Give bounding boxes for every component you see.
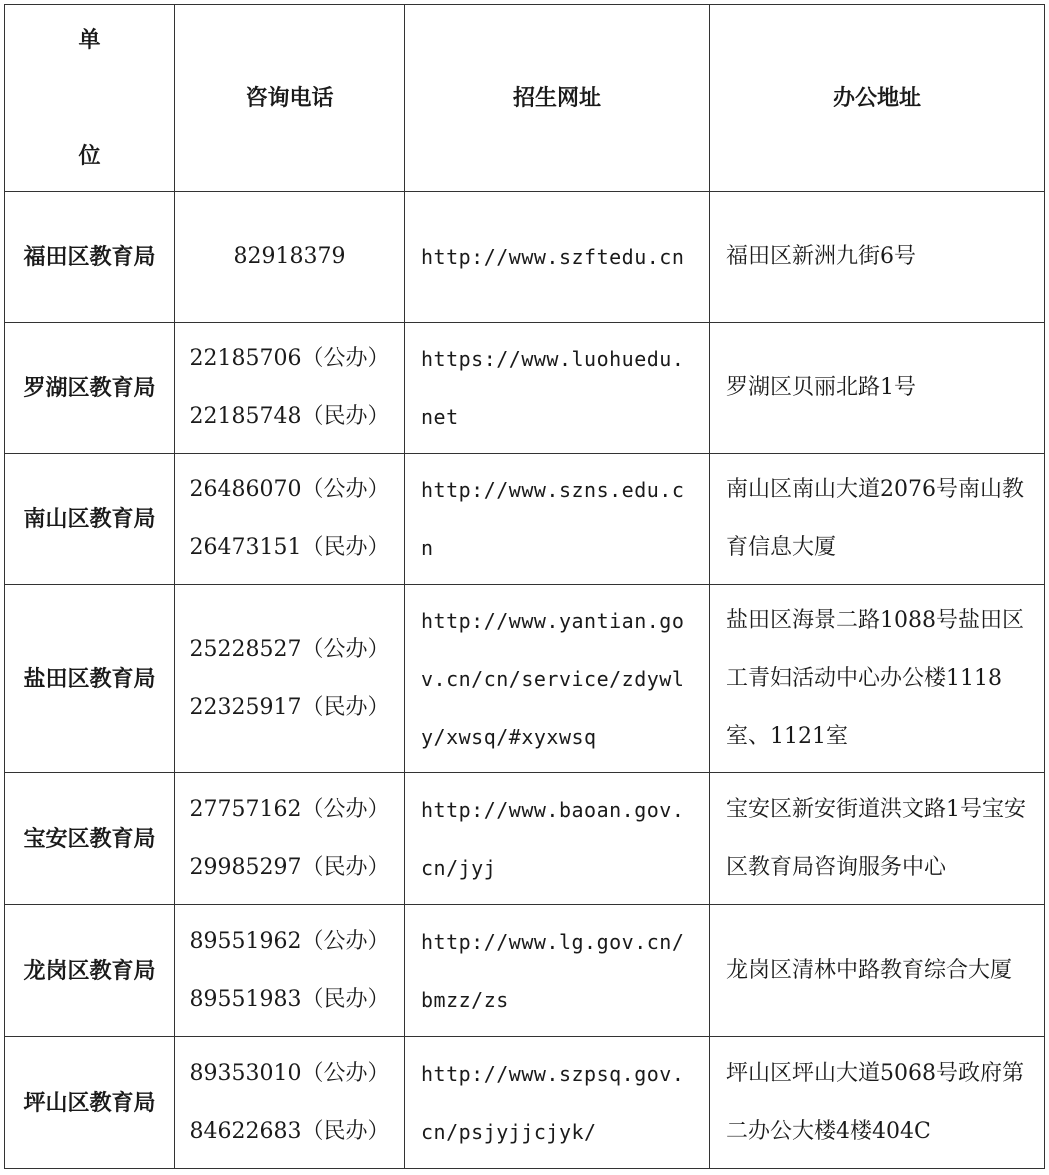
office-address: 福田区新洲九街6号 <box>710 192 1045 323</box>
phone-number: 29985297（民办） <box>189 854 390 880</box>
unit-name: 宝安区教育局 <box>5 773 175 905</box>
contact-table <box>4 4 1045 1169</box>
unit-name: 坪山区教育局 <box>5 1037 175 1169</box>
phone-cell <box>175 192 405 323</box>
office-address: 盐田区海景二路1088号盐田区工青妇活动中心办公楼1118室、1121室 <box>710 585 1045 773</box>
office-address: 南山区南山大道2076号南山教育信息大厦 <box>710 454 1045 585</box>
table-row <box>5 905 1045 1037</box>
enrollment-url: http://www.lg.gov.cn/bmzz/zs <box>405 905 710 1037</box>
phone-cell <box>175 454 405 585</box>
header-unit-char-2: 位 <box>78 143 101 169</box>
enrollment-url: http://www.szftedu.cn <box>405 192 710 323</box>
table-row <box>5 192 1045 323</box>
phone-number: 22185706（公办） <box>189 346 390 371</box>
unit-name: 福田区教育局 <box>5 192 175 323</box>
header-address: 办公地址 <box>710 5 1045 192</box>
table-row <box>5 585 1045 773</box>
phone-number: 89353010（公办） <box>189 1060 390 1086</box>
enrollment-url: https://www.luohuedu.net <box>405 323 710 454</box>
phone-cell <box>175 905 405 1037</box>
table-row <box>5 323 1045 454</box>
phone-number: 25228527（公办） <box>189 636 390 662</box>
phone-cell <box>175 1037 405 1169</box>
enrollment-url: http://www.szpsq.gov.cn/psjyjjcjyk/ <box>405 1037 710 1169</box>
phone-number: 89551983（民办） <box>189 986 390 1012</box>
phone-number: 22185748（民办） <box>189 404 390 429</box>
office-address: 坪山区坪山大道5068号政府第二办公大楼4楼404C <box>710 1037 1045 1169</box>
phone-number: 82918379 <box>233 244 346 269</box>
header-unit-char-1: 单 <box>78 27 101 53</box>
office-address: 宝安区新安街道洪文路1号宝安区教育局咨询服务中心 <box>710 773 1045 905</box>
unit-name: 南山区教育局 <box>5 454 175 585</box>
header-row <box>5 5 1045 192</box>
phone-number: 84622683（民办） <box>189 1118 390 1144</box>
office-address: 龙岗区清林中路教育综合大厦 <box>710 905 1045 1037</box>
unit-name: 龙岗区教育局 <box>5 905 175 1037</box>
enrollment-url: http://www.baoan.gov.cn/jyj <box>405 773 710 905</box>
phone-number: 89551962（公办） <box>189 928 390 954</box>
table-row <box>5 454 1045 585</box>
phone-number: 22325917（民办） <box>189 694 390 720</box>
office-address: 罗湖区贝丽北路1号 <box>710 323 1045 454</box>
unit-name: 盐田区教育局 <box>5 585 175 773</box>
unit-name: 罗湖区教育局 <box>5 323 175 454</box>
phone-number: 27757162（公办） <box>189 796 390 822</box>
phone-cell <box>175 585 405 773</box>
phone-number: 26473151（民办） <box>189 535 390 560</box>
table-row <box>5 1037 1045 1169</box>
header-phone: 咨询电话 <box>175 5 405 192</box>
header-url: 招生网址 <box>405 5 710 192</box>
phone-cell <box>175 323 405 454</box>
enrollment-url: http://www.yantian.gov.cn/cn/service/zdywly/xwsq/#xyxwsq <box>405 585 710 773</box>
header-unit <box>5 5 175 192</box>
phone-cell <box>175 773 405 905</box>
phone-number: 26486070（公办） <box>189 477 390 502</box>
enrollment-url: http://www.szns.edu.cn <box>405 454 710 585</box>
table-row <box>5 773 1045 905</box>
table-body <box>5 192 1045 1169</box>
